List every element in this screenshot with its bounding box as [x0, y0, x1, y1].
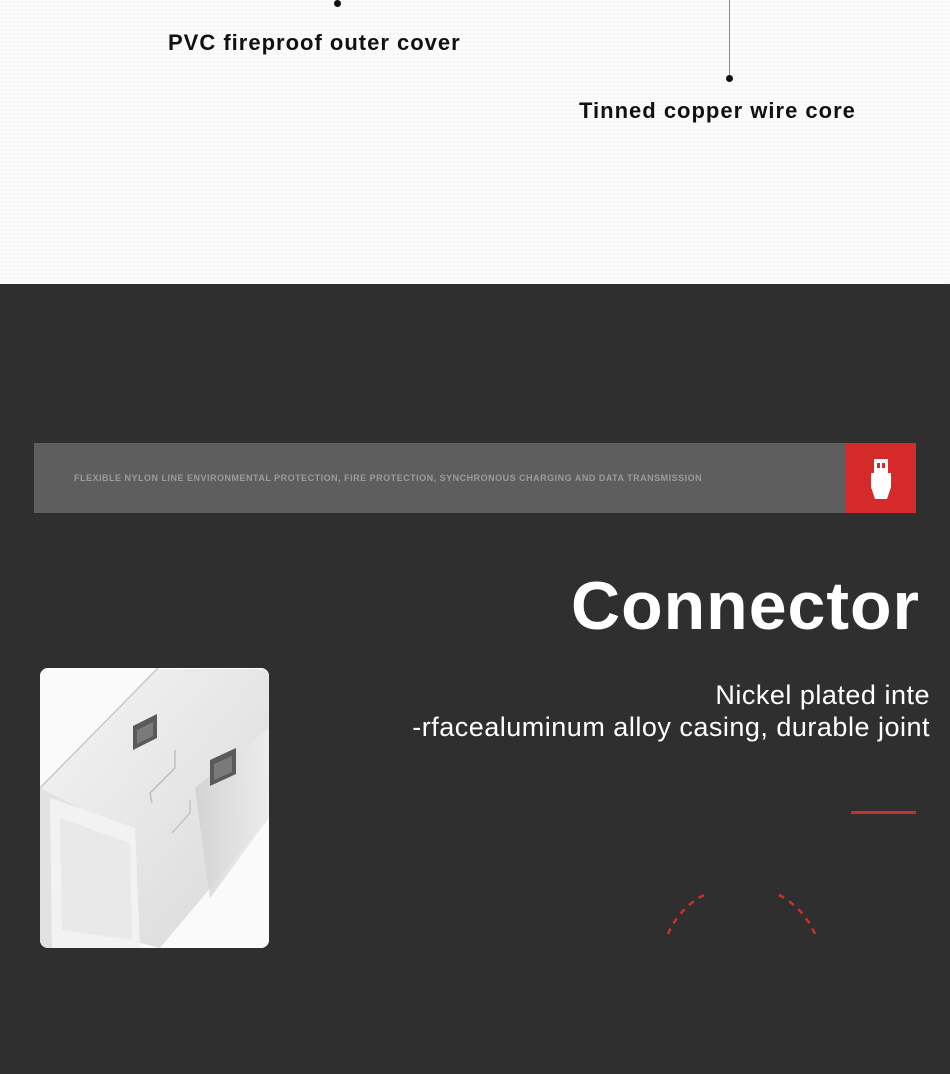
section-title: Connector: [571, 568, 920, 644]
cable-structure-section: [0, 0, 950, 284]
left-callout-label: PVC fireproof outer cover: [168, 30, 461, 55]
right-callout-dot: [726, 75, 733, 82]
banner-badge: [846, 443, 916, 513]
section-description: [310, 679, 930, 743]
connector-section: [0, 284, 950, 939]
left-callout-dot: [334, 0, 341, 7]
description-line-1: Nickel plated inte: [715, 680, 930, 710]
dashed-arc-decoration: [650, 894, 830, 1074]
banner-text: FLEXIBLE NYLON LINE ENVIRONMENTAL PROTECTION, FIRE PROTECTION, SYNCHRONOUS CHARGING AND DATA TRANSMISSION: [74, 473, 703, 483]
usb-connector-illustration: [40, 668, 269, 948]
right-callout-line: [729, 0, 730, 76]
usb-plug-icon: [846, 443, 916, 513]
accent-divider: [851, 811, 916, 814]
usb-connector-photo: [40, 668, 269, 948]
feature-banner: [34, 443, 846, 513]
right-callout-label: Tinned copper wire core: [579, 98, 856, 123]
description-line-2: -rfacealuminum alloy casing, durable joint: [412, 712, 930, 742]
